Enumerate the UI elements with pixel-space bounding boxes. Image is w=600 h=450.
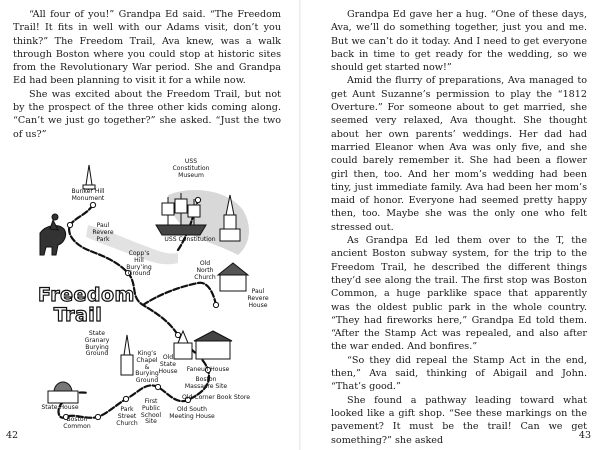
label-boston-common: Boston Common: [63, 416, 91, 430]
bunker-hill-monument-drawing: [83, 165, 95, 189]
label-kings-chapel: King’s Chapel & Burying Ground: [135, 350, 159, 385]
paragraph: “All four of you!” Grandpa Ed said. “The Freedom Trail! It fits in well with our Adams visit, don’t you think?” The Freedom Trail, Ava knew, was a walk through Boston where you could stop at historic sites from the Revolutionary War period. She and Grandpa Ed had been planning to visit it for a while now.: [13, 9, 281, 87]
label-old-north: Old North Church: [194, 260, 216, 281]
label-paul-revere-house: Paul Revere House: [247, 288, 269, 309]
paul-revere-house-drawing: [218, 263, 248, 291]
right-page-text: [331, 8, 587, 447]
label-faneuil: Faneuil House: [186, 366, 230, 373]
paragraph: Grandpa Ed gave her a hug. “One of these days, Ava, we’ll do something together, just you and me. But we can’t do it today. And I need to get everyone back in time to get ready for the wedding, so we should get started now!”: [331, 9, 587, 74]
paragraph: As Grandpa Ed led them over to the T, the ancient Boston subway system, for the trip to the Freedom Trail, he described the different things they’d see along the trail. The first stop was Boston Common, a huge parklike space that apparently was the oldest public park in the whole country. “They had fireworks here,” Grandpa Ed told them. “After the Stamp Act was repealed, and also after the war ended. And bonfires.”: [331, 235, 587, 353]
right-page: [301, 0, 600, 450]
label-corner-book: Old Corner Book Store: [182, 394, 250, 401]
freedom-trail-map: [28, 155, 290, 430]
label-uss-museum: USS Constitution Museum: [172, 158, 210, 179]
label-old-south: Old South Meeting House: [169, 406, 215, 420]
label-bunker-hill: Bunker Hill Monument: [71, 188, 105, 202]
state-house-drawing: [48, 382, 78, 403]
label-uss-constitution: USS Constitution: [164, 236, 216, 243]
page-number-right: 43: [578, 430, 591, 441]
paragraph: Amid the flurry of preparations, Ava managed to get Aunt Suzanne’s permission to play the “1812 Overture.” For someone about to get married, she seemed very relaxed, Ava thought. She thought about her own parents’ weddings. Her dad had married Eleanor when Ava was only five, and she could barely remember it. She had been a flower girl then, too. And her mom’s wedding had been tiny, just immediate family. Ava had been her mom’s maid of honor. Everyone had seemed pretty happy then, too. Maybe she was the only one who felt stressed out.: [331, 75, 587, 233]
paragraph: She was excited about the Freedom Trail, but not by the prospect of the three other kids coming along. “Can’t we just go together?” she asked. “Just the two of us?”: [13, 88, 281, 140]
label-park-street: Park Street Church: [116, 406, 138, 427]
label-paul-revere-park: Paul Revere Park: [92, 222, 114, 243]
label-state-house: State House: [41, 404, 79, 411]
left-page-text: [13, 8, 281, 141]
label-massacre: Boston Massacre Site: [184, 376, 228, 390]
page-number-left: 42: [6, 430, 19, 441]
label-first-public: First Public School Site: [140, 398, 162, 426]
label-old-state-house: Old State House: [158, 354, 178, 375]
left-page: [0, 0, 299, 450]
old-state-house-drawing: [174, 331, 232, 359]
paragraph: She found a pathway leading toward what looked like a gift shop. “See these markings on the pavement? It must be the trail! Can we get something?” she asked: [331, 394, 587, 446]
map-title: Freedom Trail: [38, 284, 135, 326]
paragraph: “So they did repeal the Stamp Act in the end, then,” Ava said, thinking of Abigail and John. “That’s good.”: [331, 354, 587, 393]
label-copps-hill: Copp’s Hill Bury’ing Ground: [126, 250, 152, 278]
paul-revere-statue-drawing: [40, 214, 66, 255]
label-state-granary: State Granary Burying Ground: [84, 330, 110, 358]
